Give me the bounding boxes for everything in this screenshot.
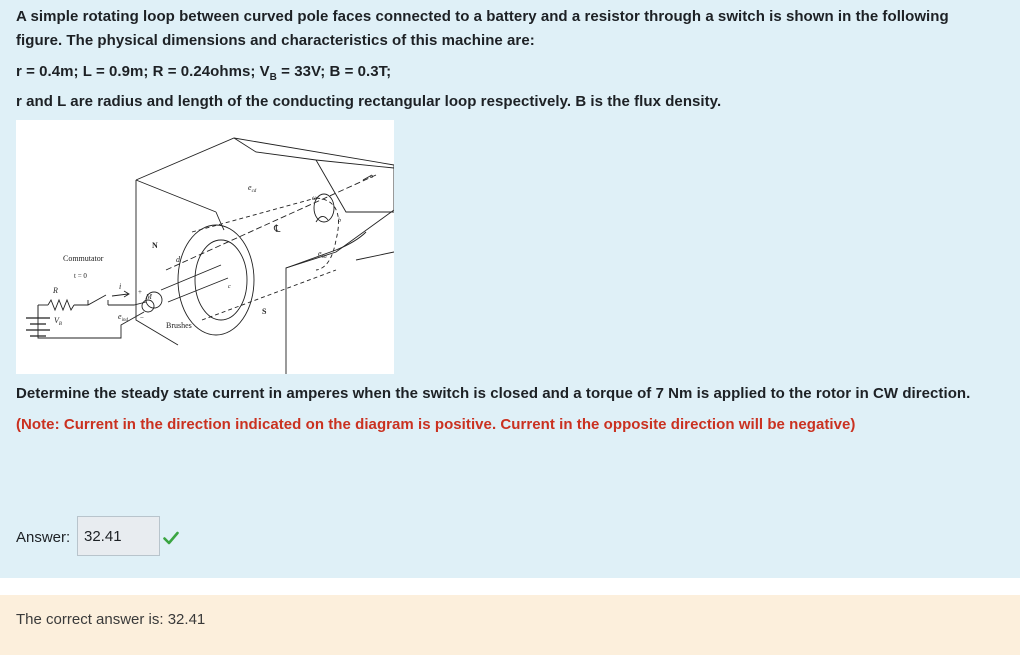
label-a: a (370, 174, 373, 180)
switch-contacts (88, 300, 108, 305)
label-R: R (53, 286, 58, 295)
rotor-back-dashed (316, 198, 339, 270)
answer-input[interactable] (77, 516, 160, 556)
rotation-arrow (316, 216, 328, 222)
machine-diagram (16, 120, 394, 374)
label-M: M (146, 293, 152, 301)
params-subscript: B (269, 72, 277, 83)
machine-figure (16, 120, 394, 374)
check-icon (163, 531, 179, 545)
rotor-ellipse (195, 240, 247, 320)
pole-face-ellipse (178, 225, 254, 335)
label-brushes: Brushes (166, 321, 192, 330)
label-b: b (338, 218, 341, 224)
label-VB-main: V (54, 316, 59, 325)
label-t0: t = 0 (74, 272, 87, 280)
label-plus: + (138, 288, 142, 296)
question-task: Determine the steady state current in amperes when the switch is closed and a torque of 7 Nm is applied to the rotor in CW direction. (16, 385, 971, 402)
shaft (161, 265, 228, 302)
label-ecd-main: e (248, 183, 252, 192)
pole-face-curve (286, 232, 366, 268)
label-eba (318, 249, 327, 260)
label-d: d (176, 255, 180, 264)
machine-parameters (16, 63, 391, 83)
label-N: N (152, 241, 158, 250)
question-intro-line2: figure. The physical dimensions and characteristics of this machine are: (16, 32, 535, 49)
label-eind-main: e (118, 312, 122, 321)
label-ecd-sub: cd (251, 189, 257, 194)
label-eba-main: e (318, 249, 322, 258)
shaft-axis-dashed (166, 175, 376, 270)
pole-right-edge (356, 252, 394, 260)
label-eba-sub: ba (321, 255, 327, 260)
question-intro-line1: A simple rotating loop between curved pole faces connected to a battery and a resistor through a switch is shown in the following (16, 8, 949, 25)
pole-inner-edge (216, 212, 224, 230)
question-definition: r and L are radius and length of the conducting rectangular loop respectively. B is the flux density. (16, 93, 722, 110)
label-commutator: Commutator (63, 254, 104, 263)
params-text: r = 0.4m; L = 0.9m; R = 0.24ohms; V (16, 63, 270, 80)
label-VB (54, 316, 62, 327)
label-centerline: ℄ (274, 224, 281, 235)
label-S: S (262, 307, 267, 316)
label-eind-sub: ind (121, 318, 128, 323)
label-c: c (228, 284, 231, 290)
label-i: i (119, 282, 122, 291)
correct-answer-text: The correct answer is: 32.41 (16, 611, 206, 628)
answer-label: Answer: (16, 529, 71, 546)
switch-wire (74, 295, 146, 305)
label-eind (118, 312, 128, 323)
label-VB-sub: B (58, 322, 62, 327)
pole-top-front-edge (136, 180, 216, 212)
label-omega: ω (312, 194, 317, 202)
question-note: (Note: Current in the direction indicated on the diagram is positive. Current in the opposite direction will be negative) (16, 416, 856, 433)
pole-top-edge (136, 138, 394, 374)
params-end-text: = 33V; B = 0.3T; (276, 63, 392, 80)
pole-back-inner (316, 160, 394, 212)
label-ecd (248, 183, 257, 194)
label-minus: − (140, 314, 144, 322)
resistor-zigzag (48, 300, 74, 310)
commutator-ring-2 (142, 300, 154, 312)
